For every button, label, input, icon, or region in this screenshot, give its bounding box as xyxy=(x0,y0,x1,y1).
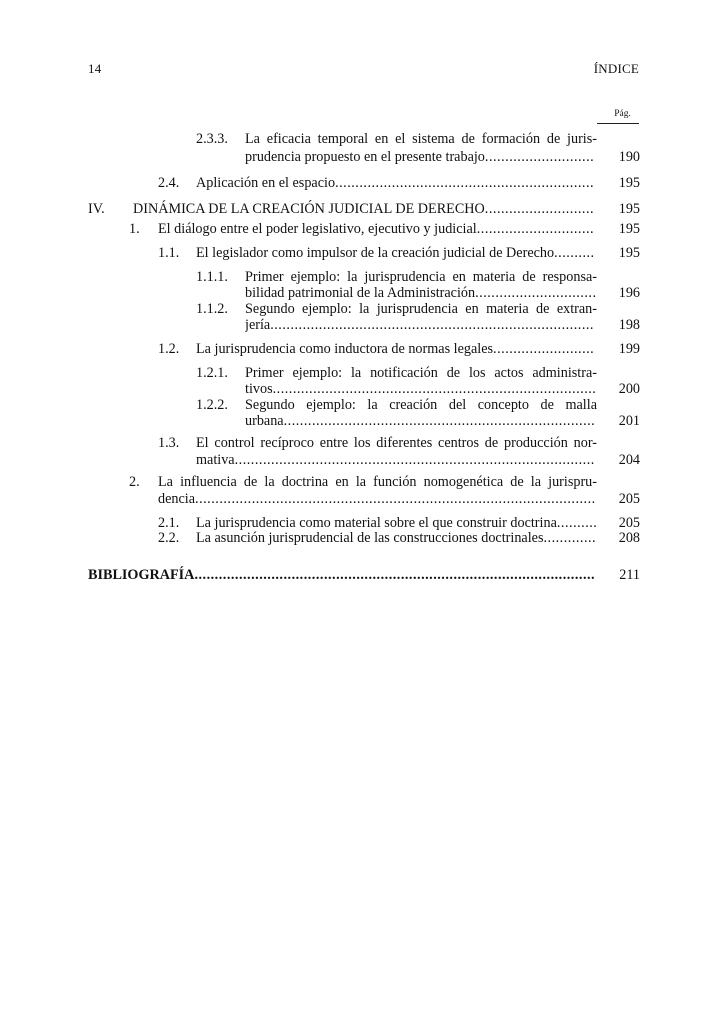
entry-number: 1.2.2. xyxy=(196,397,228,413)
entry-title: El control recíproco entre los diferentes centros de producción nor- xyxy=(196,435,597,451)
leader-dots: ........................... xyxy=(484,149,595,165)
page-number: 14 xyxy=(88,61,102,76)
entry-page-number: 199 xyxy=(618,341,640,357)
leader-dots: ........................... xyxy=(484,201,595,217)
entry-title: La jurisprudencia como material sobre el que construir doctrina xyxy=(196,515,557,531)
entry-number: 1.1.1. xyxy=(196,269,228,285)
entry-page-number: 204 xyxy=(618,452,640,468)
entry-number: 2.4. xyxy=(158,175,180,191)
entry-title-continued: urbana xyxy=(245,413,284,429)
entry-number: 2.2. xyxy=(158,530,180,546)
entry-title: Segundo ejemplo: la jurisprudencia en materia de extran- xyxy=(245,301,597,317)
entry-title-continued: dencia xyxy=(158,491,196,507)
entry-page-number: 195 xyxy=(618,175,640,191)
leader-dots: ............................. xyxy=(476,221,595,237)
entry-title: El legislador como impulsor de la creación judicial de Derecho xyxy=(196,245,555,261)
entry-page-number: 195 xyxy=(618,221,640,237)
entry-title: La eficacia temporal en el sistema de formación de juris- xyxy=(245,131,597,147)
leader-dots: ......................................................................................... xyxy=(234,452,595,468)
entry-number: 1.2.1. xyxy=(196,365,228,381)
entry-page-number: 208 xyxy=(618,530,640,546)
entry-title-continued: prudencia propuesto en el presente trabajo xyxy=(245,149,485,165)
entry-number: 1.1.2. xyxy=(196,301,228,317)
page-column-rule xyxy=(597,123,639,124)
entry-page-number: 196 xyxy=(618,285,640,301)
leader-dots: .......... xyxy=(556,515,597,531)
entry-title-continued: mativa xyxy=(196,452,235,468)
leader-dots: .............................. xyxy=(475,285,597,301)
entry-page-number: 201 xyxy=(618,413,640,429)
entry-number: 2.3.3. xyxy=(196,131,228,147)
entry-title: La influencia de la doctrina en la función nomogenética de la jurispru- xyxy=(158,474,597,490)
entry-number: 1.2. xyxy=(158,341,180,357)
entry-title: La jurisprudencia como inductora de normas legales xyxy=(196,341,494,357)
leader-dots: ................................................................................ xyxy=(270,317,594,333)
entry-title-continued: jería xyxy=(245,317,271,333)
entry-page-number: 195 xyxy=(618,245,640,261)
page-title: ÍNDICE xyxy=(593,61,639,76)
entry-title: Segundo ejemplo: la creación del concepto de malla xyxy=(245,397,597,413)
page-column-label: Pág. xyxy=(614,109,631,119)
leader-dots: ............. xyxy=(543,530,597,546)
entry-title: El diálogo entre el poder legislativo, ejecutivo y judicial xyxy=(158,221,477,237)
entry-number: IV. xyxy=(88,201,105,217)
leader-dots: ................................................................................................... xyxy=(194,567,596,583)
entry-title-continued: tivos xyxy=(245,381,273,397)
leader-dots: ................................................................................................... xyxy=(195,491,596,507)
entry-number: 1.3. xyxy=(158,435,180,451)
entry-title: La asunción jurisprudencial de las construcciones doctrinales xyxy=(196,530,544,546)
entry-page-number: 211 xyxy=(619,567,640,583)
entry-title: Primer ejemplo: la notificación de los actos administra- xyxy=(245,365,597,381)
entry-number: 2.1. xyxy=(158,515,180,531)
entry-title: Aplicación en el espacio xyxy=(196,175,336,191)
entry-page-number: 205 xyxy=(618,491,640,507)
entry-page-number: 190 xyxy=(618,149,640,165)
entry-title: BIBLIOGRAFÍA xyxy=(88,567,195,583)
leader-dots: ................................................................................ xyxy=(272,381,597,397)
entry-number: 1. xyxy=(129,221,140,237)
entry-title: Primer ejemplo: la jurisprudencia en materia de responsa- xyxy=(245,269,597,285)
leader-dots: ............................................................................. xyxy=(283,413,596,429)
entry-title: DINÁMICA DE LA CREACIÓN JUDICIAL DE DERECHO xyxy=(133,201,485,217)
entry-title-continued: bilidad patrimonial de la Administración xyxy=(245,285,476,301)
entry-number: 2. xyxy=(129,474,140,490)
entry-number: 1.1. xyxy=(158,245,180,261)
entry-page-number: 195 xyxy=(618,201,640,217)
entry-page-number: 200 xyxy=(618,381,640,397)
leader-dots: ................................................................ xyxy=(335,175,595,191)
entry-page-number: 205 xyxy=(618,515,640,531)
entry-page-number: 198 xyxy=(618,317,640,333)
leader-dots: .......... xyxy=(554,245,595,261)
leader-dots: ......................... xyxy=(493,341,595,357)
